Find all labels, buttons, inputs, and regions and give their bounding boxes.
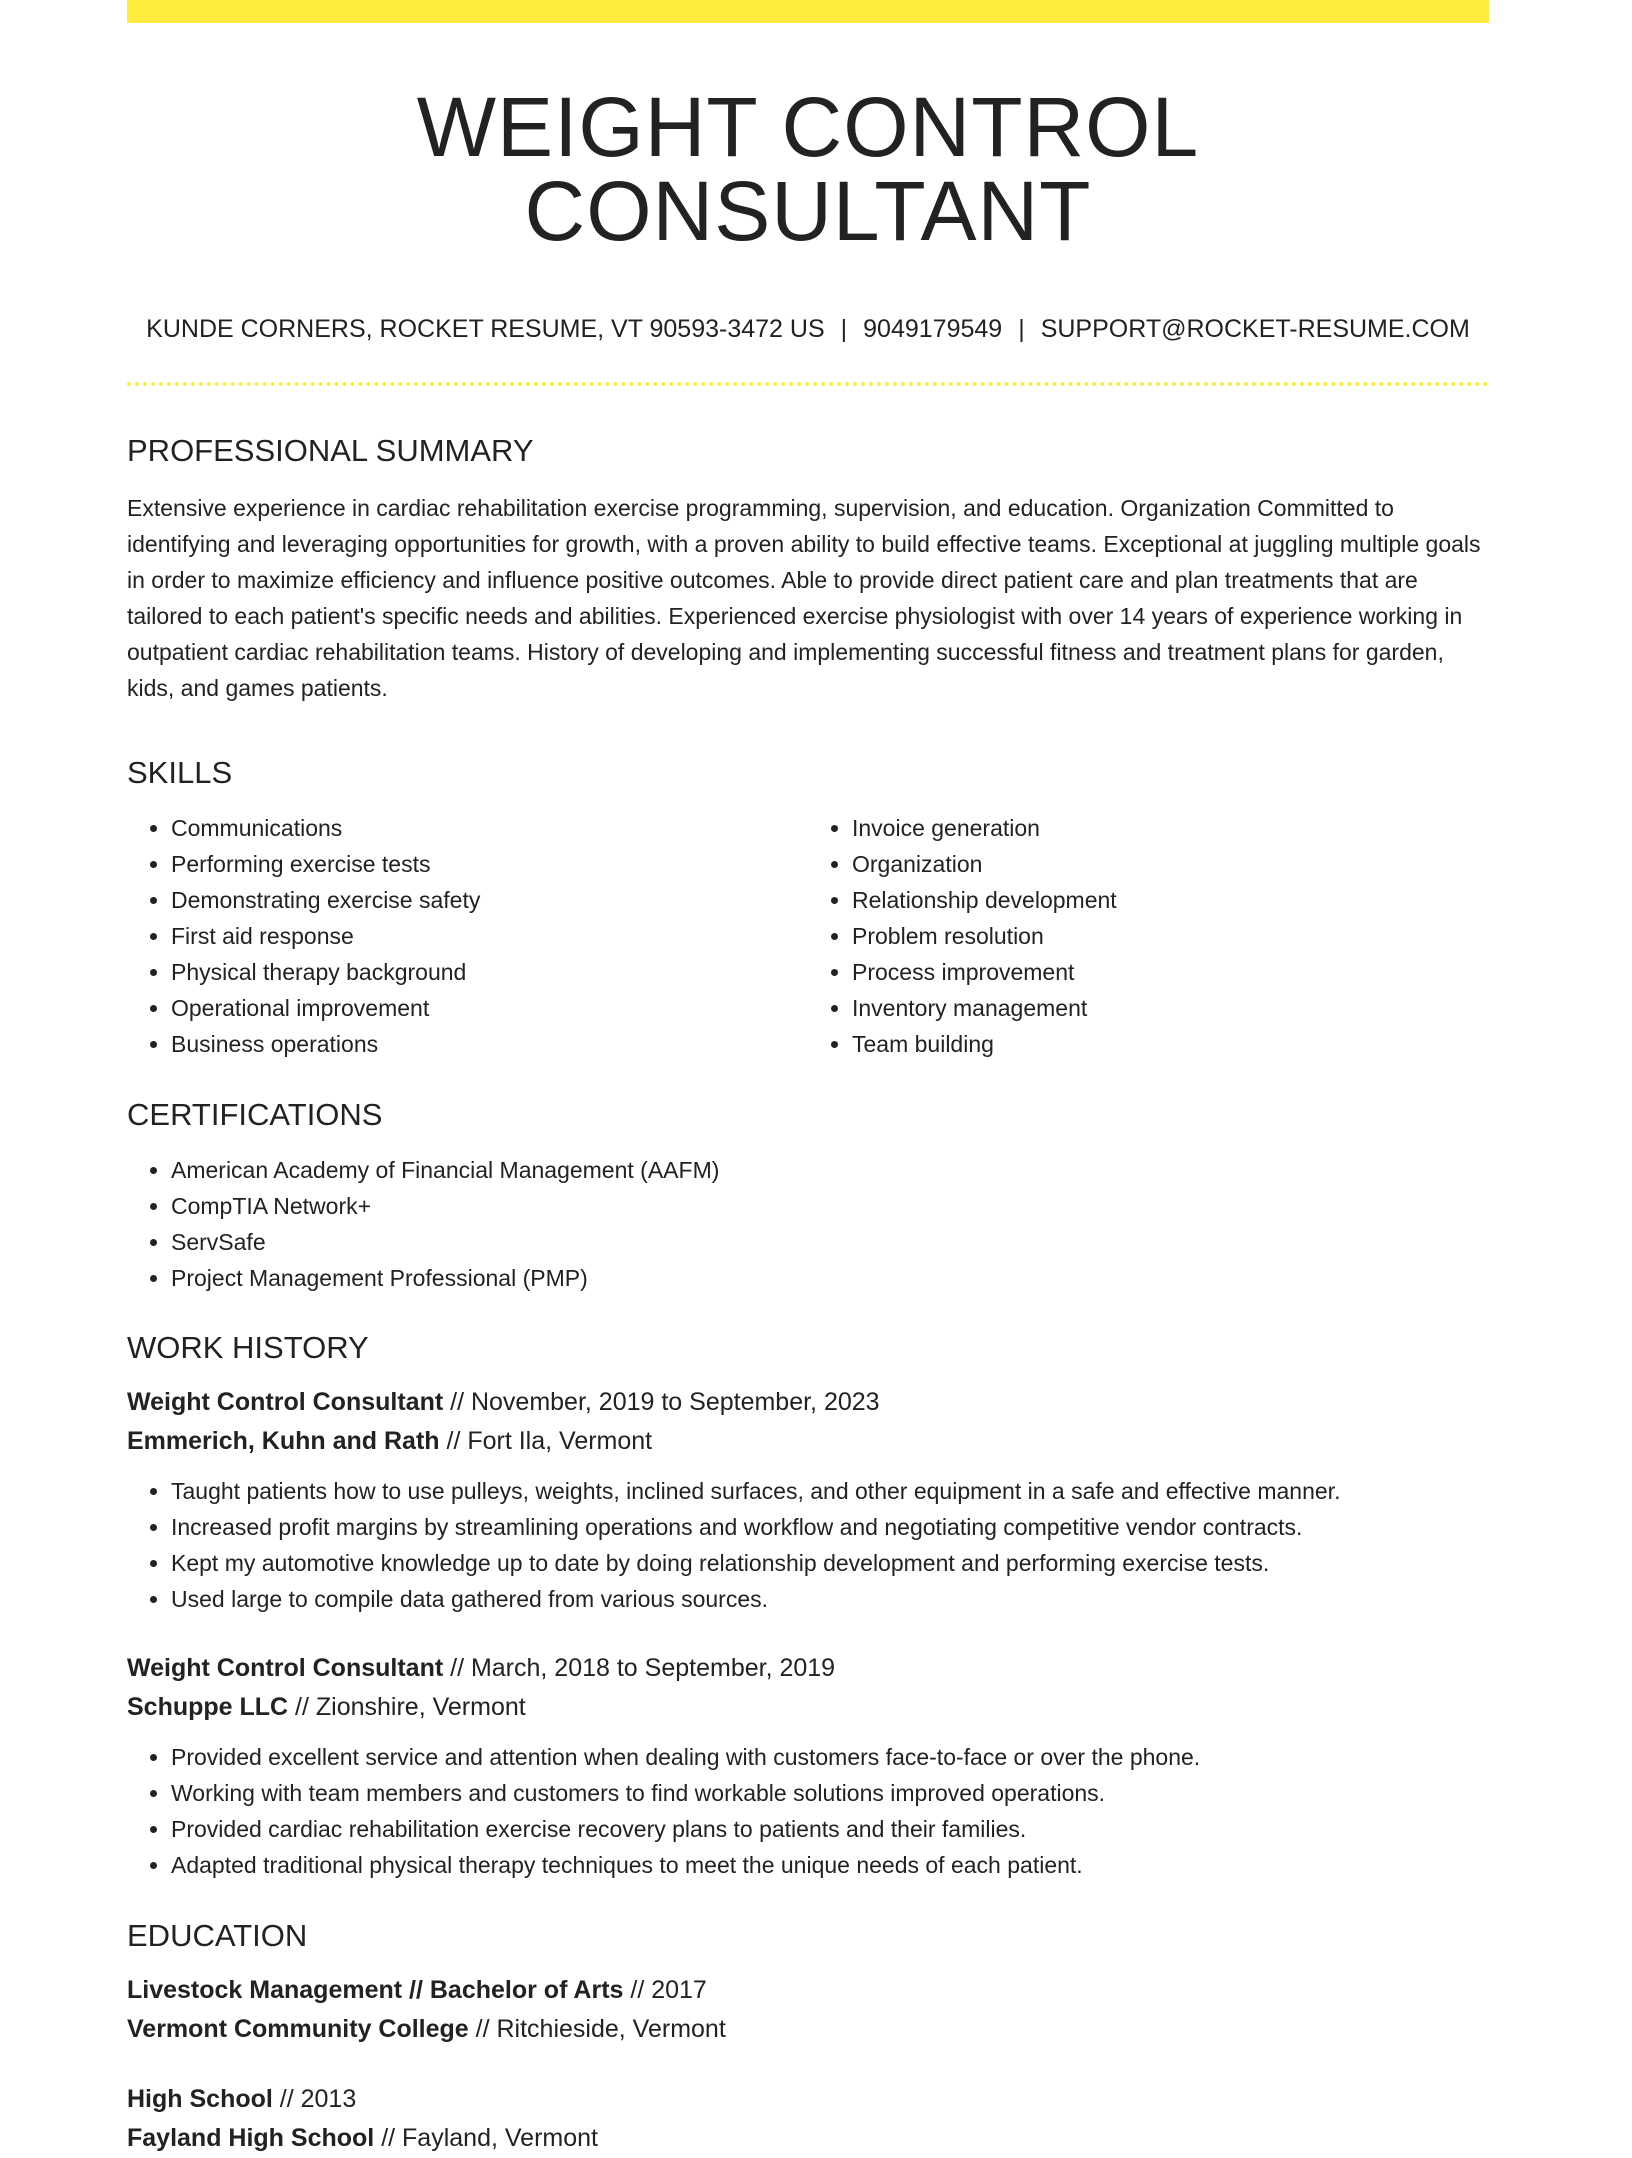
summary-section — [127, 435, 1489, 706]
skill-item: • Inventory management — [852, 990, 1489, 1026]
contact-separator: | — [1018, 315, 1025, 343]
job-bullet: • Taught patients how to use pulleys, weights, inclined surfaces, and other equipment in a safe and effective manner. — [171, 1473, 1489, 1509]
skill-item: • Business operations — [171, 1026, 808, 1062]
certifications-list — [127, 1152, 1489, 1296]
education-heading: EDUCATION — [127, 1918, 308, 1953]
job-dates: // March, 2018 to September, 2019 — [443, 1654, 836, 1682]
skills-left-list — [127, 810, 808, 1062]
summary-heading: PROFESSIONAL SUMMARY — [127, 433, 534, 468]
education-section — [127, 1920, 1489, 2158]
education-school-line — [127, 2119, 1489, 2158]
job-bullets — [127, 1473, 1489, 1617]
certifications-section — [127, 1099, 1489, 1296]
top-accent-bar — [127, 0, 1489, 23]
job-title-line — [127, 1649, 1489, 1688]
job-bullet: • Provided cardiac rehabilitation exercise recovery plans to patients and their families. — [171, 1811, 1489, 1847]
job-role: Weight Control Consultant — [127, 1654, 444, 1682]
skill-item: • Team building — [852, 1026, 1489, 1062]
education-location: // Fayland, Vermont — [374, 2124, 598, 2152]
contact-separator: | — [840, 315, 848, 343]
summary-text: Extensive experience in cardiac rehabilitation exercise programming, supervision, and education. Organization Committed to identifying and leveraging opportunities for growth, with a proven ability to build effective teams. Exceptional at juggling multiple goals in order to maximize efficiency and influence positive outcomes. Able to provide direct patient care and plan treatments that are tailored to each patient's specific needs and abilities. Experienced exercise physiologist with over 14 years of experience working in outpatient cardiac rehabilitation teams. History of developing and implementing successful fitness and treatment plans for garden, kids, and games patients. — [127, 495, 1481, 701]
job-bullet: • Provided excellent service and attention when dealing with customers face-to-face or over the phone. — [171, 1739, 1489, 1775]
job-role: Weight Control Consultant — [127, 1388, 444, 1416]
skills-heading: SKILLS — [127, 755, 233, 790]
candidate-name: WEIGHT CONTROL CONSULTANT — [416, 80, 1200, 258]
certification-item: • ServSafe — [171, 1224, 1489, 1260]
job-location: // Fort Ila, Vermont — [439, 1427, 653, 1455]
skills-section — [127, 757, 1489, 1062]
skill-item: • Relationship development — [852, 882, 1489, 918]
skill-item: • Communications — [171, 810, 808, 846]
certification-item: • American Academy of Financial Management (AAFM) — [171, 1152, 1489, 1188]
job-bullet: • Kept my automotive knowledge up to date by doing relationship development and performing exercise tests. — [171, 1545, 1489, 1581]
skill-item: • Demonstrating exercise safety — [171, 882, 808, 918]
job-entry — [127, 1383, 1489, 1617]
work-history-heading: WORK HISTORY — [127, 1330, 369, 1365]
job-bullet: • Working with team members and customers to find workable solutions improved operations. — [171, 1775, 1489, 1811]
education-degree: Livestock Management // Bachelor of Arts — [127, 1976, 624, 2004]
job-company-line — [127, 1422, 1489, 1461]
education-entry — [127, 1971, 1489, 2049]
education-year: // 2013 — [272, 2085, 357, 2113]
skill-item: • Invoice generation — [852, 810, 1489, 846]
job-bullet: • Used large to compile data gathered from various sources. — [171, 1581, 1489, 1617]
education-entry — [127, 2080, 1489, 2158]
job-company-line — [127, 1688, 1489, 1727]
dotted-divider — [127, 382, 1489, 386]
education-year: // 2017 — [623, 1976, 707, 2004]
job-company: Emmerich, Kuhn and Rath — [127, 1427, 440, 1455]
education-school: Vermont Community College — [127, 2015, 469, 2043]
skill-item: • Performing exercise tests — [171, 846, 808, 882]
education-location: // Ritchieside, Vermont — [468, 2015, 726, 2043]
certification-item: • Project Management Professional (PMP) — [171, 1260, 1489, 1296]
certification-item: • CompTIA Network+ — [171, 1188, 1489, 1224]
contact-address: KUNDE CORNERS, ROCKET RESUME, VT 90593-3472 US — [146, 315, 825, 343]
skill-item: • Physical therapy background — [171, 954, 808, 990]
skill-item: • Problem resolution — [852, 918, 1489, 954]
skills-right-list — [808, 810, 1489, 1062]
education-school: Fayland High School — [127, 2124, 375, 2152]
job-bullet: • Adapted traditional physical therapy techniques to meet the unique needs of each patient. — [171, 1847, 1489, 1883]
job-title-line — [127, 1383, 1489, 1422]
education-school-line — [127, 2010, 1489, 2049]
work-history-section — [127, 1332, 1489, 1883]
job-dates: // November, 2019 to September, 2023 — [443, 1388, 880, 1416]
education-degree: High School — [127, 2085, 273, 2113]
skills-columns — [127, 810, 1489, 1062]
skill-item: • Operational improvement — [171, 990, 808, 1026]
contact-line — [127, 317, 1489, 342]
job-location: // Zionshire, Vermont — [288, 1693, 526, 1721]
education-degree-line — [127, 2080, 1489, 2119]
education-degree-line — [127, 1971, 1489, 2010]
resume-page — [127, 0, 1489, 2158]
skill-item: • Process improvement — [852, 954, 1489, 990]
contact-email: SUPPORT@ROCKET-RESUME.COM — [1040, 315, 1470, 343]
skill-item: • First aid response — [171, 918, 808, 954]
job-bullets — [127, 1739, 1489, 1883]
job-bullet: • Increased profit margins by streamlining operations and workflow and negotiating competitive vendor contracts. — [171, 1509, 1489, 1545]
contact-phone: 9049179549 — [863, 315, 1003, 343]
job-entry — [127, 1649, 1489, 1883]
skill-item: • Organization — [852, 846, 1489, 882]
certifications-heading: CERTIFICATIONS — [127, 1097, 383, 1132]
job-company: Schuppe LLC — [127, 1693, 289, 1721]
